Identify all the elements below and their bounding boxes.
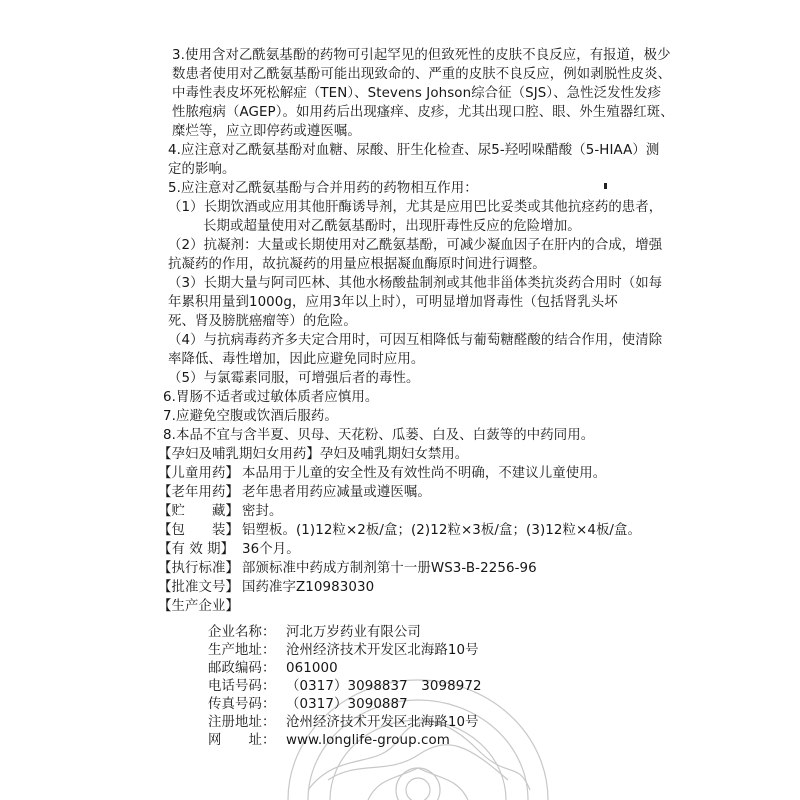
- text-line: 性脓疱病（AGEP）。如用药后出现瘙痒、皮疹，尤其出现口腔、眼、外生殖器红斑、: [172, 105, 674, 120]
- text-line: 3.使用含对乙酰氨基酚的药物可引起罕见的但致死性的皮肤不良反应，有报道，极少: [172, 48, 671, 63]
- company-value: （0317）3090887: [286, 697, 408, 712]
- section-label: 【生产企业】: [158, 599, 239, 614]
- ink-mark: [604, 183, 607, 189]
- section-label: 【执行标准】: [158, 561, 239, 576]
- text-line: 5.应注意对乙酰氨基酚与合并用药的药物相互作用：: [168, 181, 478, 196]
- text-line: 长期或超量使用对乙酰氨基酚时，出现肝毒性反应的危险增加。: [203, 219, 581, 234]
- section-value: 本品用于儿童的安全性及有效性尚不明确，不建议儿童使用。: [242, 466, 607, 481]
- text-line: （1）长期饮酒或应用其他肝酶诱导剂，尤其是应用巴比妥类或其他抗痉药的患者，: [168, 200, 663, 215]
- section-label: 【儿童用药】: [158, 466, 239, 481]
- section-pregnancy: [158, 446, 468, 463]
- section-value: 部颁标准中药成方制剂第十一册WS3-B-2256-96: [242, 561, 537, 576]
- company-value: 061000: [286, 661, 338, 676]
- company-label: 注册地址：: [208, 715, 276, 730]
- company-postcode-row: [208, 660, 338, 677]
- section-label: 【孕妇及哺乳期妇女用药】: [158, 447, 320, 462]
- text-line: 4.应注意对乙酰氨基酚对血糖、尿酸、肝生化检查、尿5-羟吲哚醋酸（5-HIAA）测: [168, 143, 660, 158]
- company-value: 沧州经济技术开发区北海路10号: [286, 715, 479, 730]
- section-approval: [158, 579, 374, 596]
- text-line: 8.本品不宜与含半夏、贝母、天花粉、瓜蒌、白及、白蔹等的中药同用。: [163, 428, 595, 443]
- company-label: 生产地址：: [208, 643, 276, 658]
- section-label: 【有 效 期】: [158, 542, 235, 557]
- section-label: 【包 装】: [158, 523, 239, 538]
- text-line: 年累积用量到1000g，应用3年以上时），可明显增加肾毒性（包括肾乳头坏: [168, 295, 618, 310]
- text-line: （2）抗凝剂：大量或长期使用对乙酰氨基酚，可减少凝血因子在肝内的合成，增强: [168, 238, 663, 253]
- text-line: （4）与抗病毒药齐多夫定合用时，可因互相降低与葡萄糖醛酸的结合作用，使清除: [168, 333, 663, 348]
- company-address-row: [208, 642, 479, 659]
- section-children: [158, 465, 606, 482]
- company-value: 沧州经济技术开发区北海路10号: [286, 643, 479, 658]
- section-value: 国药准字Z10983030: [242, 580, 375, 595]
- section-label: 【批准文号】: [158, 580, 239, 595]
- text-line: 糜烂等，应立即停药或遵医嘱。: [172, 124, 361, 139]
- company-label: 网 址：: [208, 733, 276, 748]
- company-reg-address-row: [208, 714, 479, 731]
- company-phone-row: [208, 678, 482, 695]
- text-line: 6.胃肠不适者或过敏体质者应慎用。: [163, 390, 379, 405]
- company-fax-row: [208, 696, 408, 713]
- section-value: 36个月。: [242, 542, 300, 557]
- company-name-row: [208, 624, 421, 641]
- section-value: 密封。: [242, 504, 283, 519]
- text-line: 定的影响。: [168, 162, 236, 177]
- text-line: 抗凝药的作用，故抗凝药的用量应根据凝血酶原时间进行调整。: [168, 257, 546, 272]
- section-value: 老年患者用药应减量或遵医嘱。: [242, 485, 431, 500]
- company-label: 传真号码：: [208, 697, 276, 712]
- section-manufacturer: [158, 598, 239, 615]
- section-value: 孕妇及哺乳期妇女禁用。: [319, 447, 469, 462]
- section-value: 铝塑板。(1)12粒×2板/盒；(2)12粒×3板/盒；(3)12粒×4板/盒。: [242, 523, 642, 538]
- company-website-row: [208, 732, 450, 749]
- company-value: www.longlife-group.com: [286, 733, 450, 748]
- company-value: 河北万岁药业有限公司: [286, 625, 421, 640]
- text-line: 死、肾及膀胱癌瘤等）的危险。: [168, 314, 357, 329]
- text-line: 7.应避免空腹或饮酒后服药。: [163, 409, 338, 424]
- text-line: 数患者使用对乙酰氨基酚可能出现致命的、严重的皮肤不良反应，例如剥脱性皮炎、: [172, 67, 672, 82]
- text-line: 率降低、毒性增加，因此应避免同时应用。: [168, 352, 425, 367]
- section-standard: [158, 560, 537, 577]
- text-line: 中毒性表皮坏死松解症（TEN）、Stevens Johson综合征（SJS）、急性泛发性发疹: [172, 86, 662, 101]
- section-package: [158, 522, 641, 539]
- section-label: 【贮 藏】: [158, 504, 239, 519]
- section-elderly: [158, 484, 431, 501]
- section-expiry: [158, 541, 300, 558]
- section-label: 【老年用药】: [158, 485, 239, 500]
- section-storage: [158, 503, 282, 520]
- text-line: （5）与氯霉素同服，可增强后者的毒性。: [168, 371, 420, 386]
- company-label: 电话号码：: [208, 679, 276, 694]
- company-label: 企业名称：: [208, 625, 276, 640]
- text-line: （3）长期大量与阿司匹林、其他水杨酸盐制剂或其他非甾体类抗炎药合用时（如每: [168, 276, 663, 291]
- company-label: 邮政编码：: [208, 661, 276, 676]
- company-value: （0317）3098837 3098972: [286, 679, 482, 694]
